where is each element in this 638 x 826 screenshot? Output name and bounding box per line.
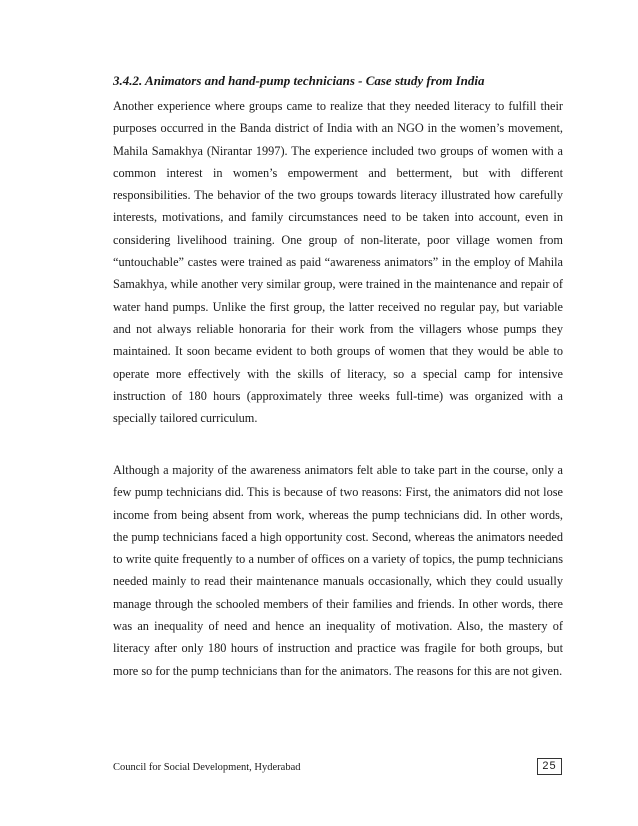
paragraph-participation: Although a majority of the awareness animators felt able to take part in the course, only a few pump technicians did. This is because of two reasons: First, the animators did not lose income from being absent from work, whereas the pump technicians did. In other words, the pump technicians faced a high opportunity cost. Second, whereas the animators needed to write quite frequently to a number of offices on a variety of topics, the pump technicians needed mainly to read their maintenance manuals occasionally, which they could usually manage through the schooled members of their families and friends. In other words, there was an inequality of need and hence an inequality of motivation. Also, the mastery of literacy after only 180 hours of instruction and practice was fragile for both groups, but more so for the pump technicians than for the animators. The reasons for this are not given. xyxy=(113,463,563,678)
page-number-box: 25 xyxy=(537,758,562,775)
footer-organization: Council for Social Development, Hyderabad xyxy=(113,762,301,773)
paragraph-case-study: Another experience where groups came to realize that they needed literacy to fulfill their purposes occurred in the Banda district of India with an NGO in the women’s movement, Mahila Samakhya (Nirantar 1997). The experience included two groups of women with a common interest in women’s empowerment and betterment, but with different responsibilities. The behavior of the two groups towards literacy illustrated how carefully interests, motivations, and family circumstances need to be taken into account, even in considering livelihood training. One group of non-literate, poor village women from “untouchable” castes were trained as paid “awareness animators” in the employ of Mahila Samakhya, while another very similar group, were trained in the maintenance and repair of water hand pumps. Unlike the first group, the latter received no regular pay, but variable and not always reliable honoraria for their work from the villagers whose pumps they maintained. It soon became evident to both groups of women that they would be able to operate more effectively with the skills of literacy, so a special camp for intensive instruction of 180 hours (approximately three weeks full-time) was organized with a specially tailored curriculum. xyxy=(113,99,563,426)
section-heading: 3.4.2. Animators and hand-pump technicians - Case study from India xyxy=(113,73,485,88)
